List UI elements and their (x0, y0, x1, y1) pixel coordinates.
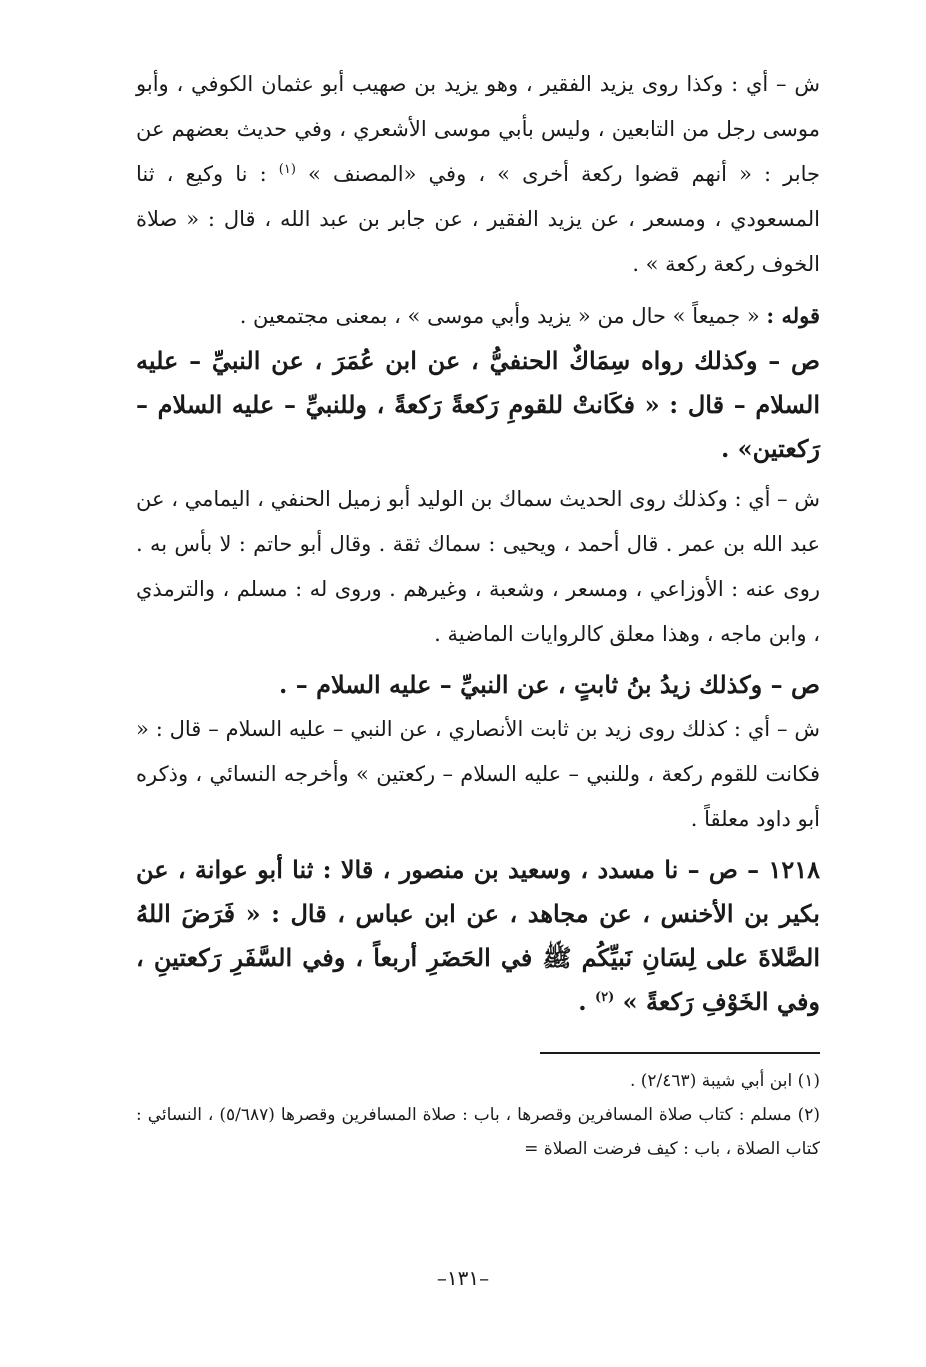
commentary-paragraph: ش – أي : كذلك روى زيد بن ثابت الأنصاري ، عن النبي – عليه السلام – قال : « فكانت للقوم ركعة ، وللنبي – عليه السلام – ركعتين » وأخرجه النسائي ، وذكره أبو داود معلقاً . (136, 717, 820, 831)
footnote-divider (540, 1052, 820, 1054)
commentary-paragraph: ش – أي : وكذلك روى الحديث سماك بن الوليد أبو زميل الحنفي ، اليمامي ، عن عبد الله بن عمر . قال أحمد ، ويحيى : سماك ثقة . وقال أبو حاتم : لا بأس به . روى عنه : الأوزاعي ، ومسعر ، وشعبة ، وغيرهم . وروى له : مسلم ، والترمذي ، وابن ماجه ، وهذا معلق كالروايات الماضية . (136, 487, 820, 646)
footnote: (١) ابن أبي شيبة (٢/٤٦٣) . (629, 1071, 820, 1091)
hadith-text-paragraph: ص – وكذلك رواه سِمَاكٌ الحنفيُّ ، عن ابن عُمَرَ ، عن النبيِّ – عليه السلام – قال : « فكَانتْ للقومِ رَكعةً رَكعةً ، وللنبيِّ – عليه السلام – رَكعتين» . (136, 346, 820, 463)
paragraph-text: . (578, 987, 587, 1016)
page-number: –١٣١– (436, 1266, 490, 1290)
footnote-reference: (١) (278, 162, 296, 177)
footnote-reference: (٢) (595, 990, 615, 1005)
commentary-paragraph (136, 62, 820, 287)
hadith-text-paragraph: ص – وكذلك زيدُ بنُ ثابتٍ ، عن النبيِّ – عليه السلام – . (279, 670, 820, 699)
paragraph-text: : نا وكيع ، ثنا المسعودي ، ومسعر ، عن يزيد الفقير ، عن جابر بن عبد الله ، قال : « صلاة الخوف ركعة ركعة » . (136, 162, 820, 276)
footnote: (٢) مسلم : كتاب صلاة المسافرين وقصرها ، باب : صلاة المسافرين وقصرها (٥/٦٨٧) ، النسائي : كتاب الصلاة ، باب : كيف فرضت الصلاة = (136, 1105, 820, 1159)
paragraph-text: ش – أي : وكذا روى يزيد الفقير ، وهو يزيد بن صهيب أبو عثمان الكوفي ، وأبو موسى رجل من التابعين ، وليس بأبي موسى الأشعري ، وفي حديث بعضهم عن جابر : « أنهم قضوا ركعة أخرى » ، وفي «المصنف » (136, 72, 820, 186)
hadith-text-paragraph (136, 848, 820, 1024)
paragraph-text: « جميعاً » حال من « يزيد وأبي موسى » ، بمعنى مجتمعين . (239, 304, 760, 328)
commentary-paragraph (136, 293, 820, 339)
paragraph-text: ١٢١٨ – ص – نا مسدد ، وسعيد بن منصور ، قالا : ثنا أبو عوانة ، عن بكير بن الأخنس ، عن مجاهد ، عن ابن عباس ، قال : « فَرَضَ اللهُ الصَّلاةَ على لِسَانِ نَبيِّكُم ﷺ في الحَضَرِ أربعاً ، وفي السَّفَرِ رَكعتينِ ، وفي الخَوْفِ رَكعةً » (136, 855, 820, 1016)
paragraph-lead: قوله : (766, 303, 820, 328)
